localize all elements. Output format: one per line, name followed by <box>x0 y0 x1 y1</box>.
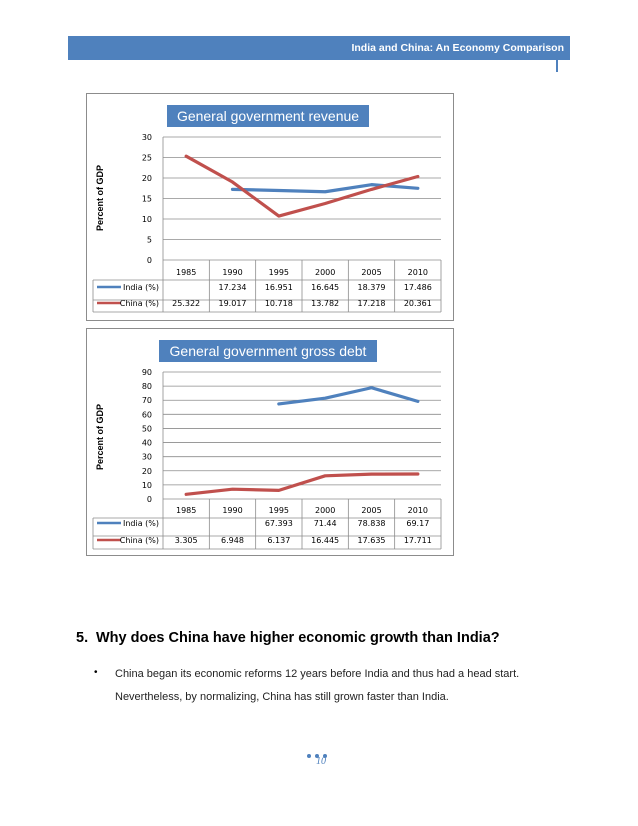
bullet-icon: • <box>94 667 98 678</box>
legend-label: India (%) <box>122 519 159 528</box>
data-label: 16.645 <box>311 283 340 292</box>
x-tick-label: 1990 <box>222 506 243 515</box>
y-tick-label: 20 <box>141 466 152 476</box>
data-label: 17.486 <box>403 283 432 292</box>
y-tick-label: 90 <box>141 368 152 377</box>
document-title: India and China: An Economy Comparison <box>351 42 564 54</box>
y-tick-label: 50 <box>141 424 152 434</box>
x-tick-label: 2000 <box>314 268 336 277</box>
data-label: 69.17 <box>406 519 430 528</box>
revenue-chart <box>86 93 454 321</box>
series-line <box>186 474 418 494</box>
x-tick-label: 1985 <box>175 506 197 515</box>
chart-title: General government revenue <box>176 108 360 124</box>
data-label: 10.718 <box>264 299 293 308</box>
data-label: 19.017 <box>218 299 247 308</box>
y-tick-label: 5 <box>146 235 152 245</box>
y-tick-label: 0 <box>146 256 152 265</box>
series-line <box>279 388 418 404</box>
y-tick-label: 0 <box>146 495 152 504</box>
page-number: 10 <box>316 756 326 767</box>
x-tick-label: 2005 <box>361 506 382 515</box>
debt-chart <box>86 328 454 556</box>
y-tick-label: 60 <box>141 410 152 420</box>
y-tick-label: 10 <box>141 480 152 490</box>
x-tick-label: 2010 <box>407 506 429 515</box>
data-label: 17.635 <box>357 536 386 545</box>
legend-label: India (%) <box>122 283 159 292</box>
y-tick-label: 15 <box>141 194 152 204</box>
data-label: 3.305 <box>174 536 198 545</box>
debt-chart-svg <box>87 329 453 555</box>
y-tick-label: 40 <box>141 438 152 448</box>
y-axis-label: Percent of GDP <box>95 403 105 471</box>
data-label: 71.44 <box>313 519 337 528</box>
section-question <box>76 630 500 646</box>
question-number: 5. <box>76 630 89 646</box>
bullet-item: China began its economic reforms 12 years before India and thus had a head start. Nevertheless, by normalizing, China has still grown faster than India. <box>115 668 520 703</box>
y-tick-label: 70 <box>141 396 152 406</box>
data-label: 6.948 <box>221 536 244 545</box>
series-line <box>186 156 418 216</box>
data-label: 25.322 <box>172 299 201 308</box>
data-label: 13.782 <box>311 299 340 308</box>
y-tick-label: 25 <box>141 153 152 163</box>
x-tick-label: 2005 <box>361 268 382 277</box>
data-label: 67.393 <box>264 519 293 528</box>
data-label: 16.951 <box>264 283 293 292</box>
x-tick-label: 1990 <box>222 268 243 277</box>
data-label: 18.379 <box>357 283 386 292</box>
x-tick-label: 1985 <box>175 268 197 277</box>
data-label: 17.218 <box>357 299 386 308</box>
x-tick-label: 1995 <box>268 268 290 277</box>
chart-title: General government gross debt <box>169 343 367 359</box>
header-bar <box>68 36 570 60</box>
y-tick-label: 30 <box>141 133 152 142</box>
y-tick-label: 30 <box>141 452 152 462</box>
data-label: 16.445 <box>311 536 340 545</box>
header-accent <box>556 60 558 72</box>
question-text: Why does China have higher economic growth than India? <box>96 630 500 646</box>
x-tick-label: 2010 <box>407 268 429 277</box>
revenue-chart-svg <box>87 94 453 320</box>
y-tick-label: 80 <box>141 382 152 392</box>
x-tick-label: 2000 <box>314 506 336 515</box>
data-label: 20.361 <box>403 299 432 308</box>
x-tick-label: 1995 <box>268 506 290 515</box>
data-label: 78.838 <box>357 519 386 528</box>
legend-label: China (%) <box>119 536 159 545</box>
data-label: 17.234 <box>218 283 247 292</box>
data-label: 17.711 <box>403 536 432 545</box>
y-tick-label: 20 <box>141 174 152 183</box>
y-axis-label: Percent of GDP <box>95 164 105 232</box>
data-label: 6.137 <box>267 536 291 545</box>
y-tick-label: 10 <box>141 215 152 224</box>
legend-label: China (%) <box>119 299 159 308</box>
